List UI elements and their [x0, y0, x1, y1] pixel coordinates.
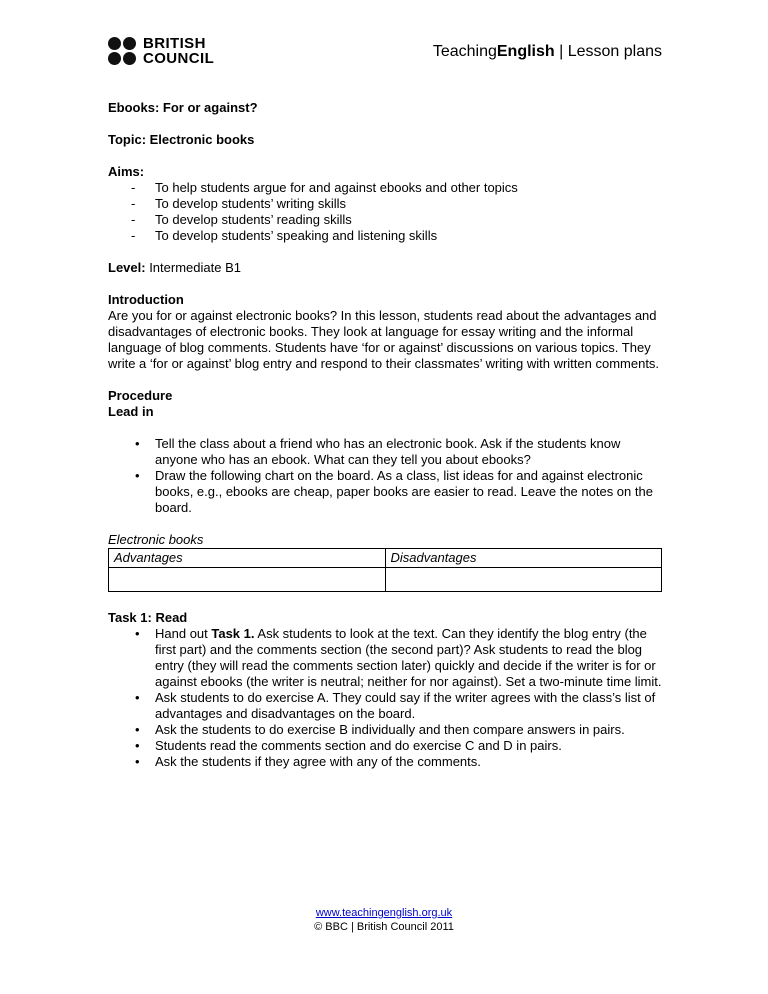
- footer-link[interactable]: www.teachingenglish.org.uk: [315, 907, 453, 919]
- logo-text: [143, 36, 214, 66]
- page-footer: [0, 906, 768, 934]
- task1-bullet-post: Ask students to look at the text. Can they identify the blog entry (the first part) and the comments section (the second part)? Ask students to read the blog entry (they will read the comments section later) quickly and decide if the writer is for or against ebooks (the writer is neutral; neither for nor against). Set a two-minute time limit.: [155, 626, 662, 689]
- task1-list: [108, 626, 662, 770]
- brand-teaching: Teaching: [432, 43, 497, 60]
- level-value: Intermediate B1: [145, 260, 241, 275]
- doc-topic: Topic: Electronic books: [108, 132, 255, 147]
- disadvantages-header-cell: Disadvantages: [385, 549, 662, 568]
- lead-in-list: [108, 436, 662, 516]
- logo-line-2: COUNCIL: [143, 50, 215, 67]
- logo-line-1: BRITISH: [143, 35, 206, 52]
- procedure-heading: Procedure: [108, 388, 173, 403]
- level-label: Level:: [108, 260, 146, 275]
- introduction-heading: Introduction: [108, 292, 184, 307]
- task1-bullet: • Ask students to do exercise A. They could say if the writer agrees with the class’s list of advantages and disadvantages on the board.: [108, 690, 662, 722]
- level-line: [108, 260, 662, 276]
- aim-item: - To develop students’ reading skills: [108, 212, 662, 228]
- brand-title: [433, 42, 662, 62]
- table-header-row: [109, 549, 662, 568]
- lead-in-heading: Lead in: [108, 404, 154, 419]
- task1-bullet-pre: Hand out: [155, 626, 212, 641]
- introduction-paragraph: Are you for or against electronic books? In this lesson, students read about the advantages and disadvantages of electronic books. They look at language for essay writing and the informal language of blog comments. Students have ‘for or against’ discussions on various topics. They write a ‘for or against’ blog entry and respond to their classmates’ writing with written comments.: [108, 308, 660, 371]
- task1-heading: Task 1: Read: [108, 610, 188, 625]
- footer-copyright: © BBC | British Council 2011: [314, 921, 454, 933]
- task1-bullet-bold: Task 1.: [211, 626, 255, 641]
- table-empty-row: [109, 568, 662, 592]
- advantages-header-cell: Advantages: [109, 549, 386, 568]
- logo-dot-icon: [123, 37, 136, 50]
- aims-heading: Aims:: [108, 164, 145, 179]
- ebooks-table: [108, 548, 662, 592]
- advantages-empty-cell: [109, 568, 386, 592]
- task1-bullet: [108, 626, 662, 690]
- brand-english: English: [496, 43, 555, 60]
- lead-in-bullet: • Tell the class about a friend who has an electronic book. Ask if the students know anyone who has an ebook. What can they tell you about ebooks?: [108, 436, 662, 468]
- logo-dot-icon: [108, 37, 121, 50]
- logo-dot-icon: [123, 52, 136, 65]
- aim-item: - To develop students’ speaking and listening skills: [108, 228, 662, 244]
- aims-list: [108, 180, 662, 244]
- aim-item: - To develop students’ writing skills: [108, 196, 662, 212]
- doc-title: Ebooks: For or against?: [108, 100, 258, 115]
- brand-suffix: | Lesson plans: [554, 43, 662, 60]
- table-caption: Electronic books: [108, 532, 204, 547]
- lead-in-bullet: • Draw the following chart on the board. As a class, list ideas for and against electronic books, e.g., ebooks are cheap, paper books are easier to read. Leave the notes on the board.: [108, 468, 662, 516]
- logo-dots-icon: [108, 37, 136, 65]
- task1-bullet: • Students read the comments section and do exercise C and D in pairs.: [108, 738, 662, 754]
- aim-item: - To help students argue for and against ebooks and other topics: [108, 180, 662, 196]
- task1-bullet: • Ask the students if they agree with any of the comments.: [108, 754, 662, 770]
- logo-dot-icon: [108, 52, 121, 65]
- british-council-logo: [108, 36, 214, 66]
- page-header: [108, 36, 662, 66]
- disadvantages-empty-cell: [385, 568, 662, 592]
- task1-bullet: • Ask the students to do exercise B individually and then compare answers in pairs.: [108, 722, 662, 738]
